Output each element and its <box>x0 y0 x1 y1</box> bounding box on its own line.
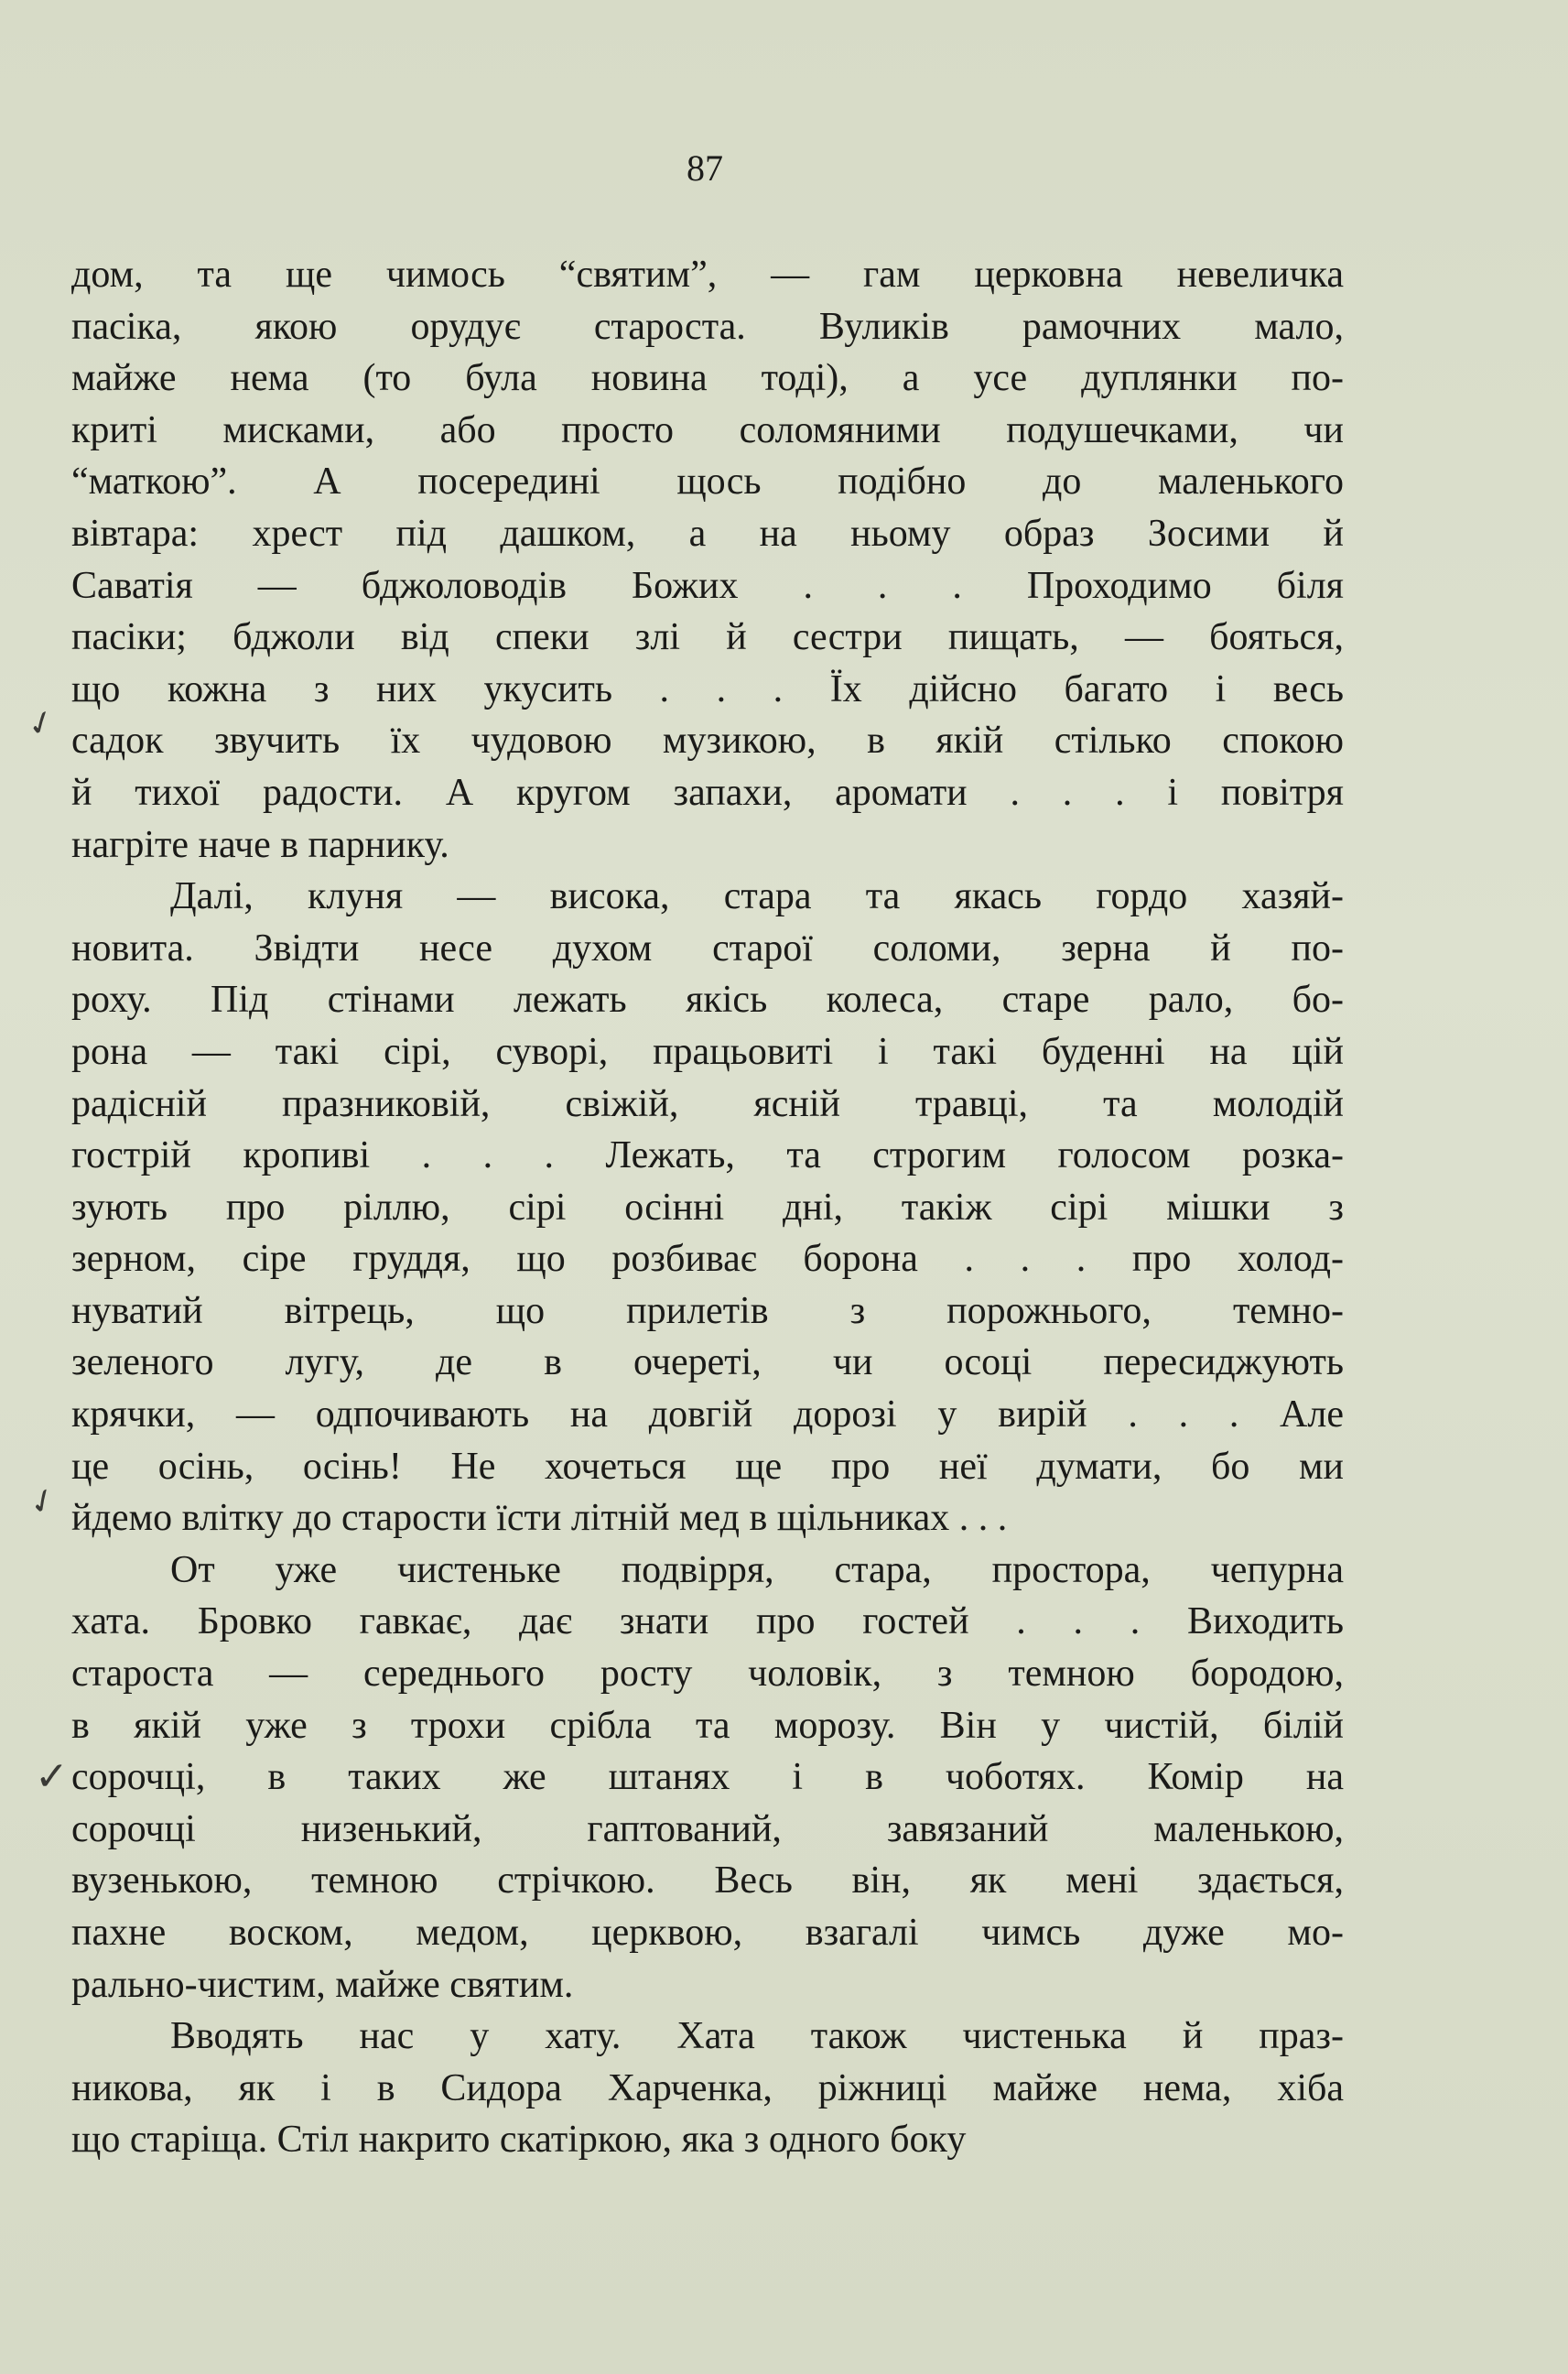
text-line: зерном, сіре груддя, що розбиває борона . . . про холод- <box>71 1238 1344 1281</box>
text-line: сорочці, в таких же штанях і в чоботях. Комір на <box>71 1756 1344 1799</box>
body-text <box>71 249 1344 2166</box>
text-line: новита. Звідти несе духом старої соломи, зерна й по- <box>71 927 1344 970</box>
text-line: садок звучить їх чудовою музикою, в якій стілько спокою <box>71 720 1344 763</box>
text-line: староста — середнього росту чоловік, з темною бородою, <box>71 1653 1344 1696</box>
text-line: нагріте наче в парнику. <box>71 823 449 866</box>
text-line: що старіща. Стіл накрито скатіркою, яка з одного боку <box>71 2119 967 2162</box>
text-line: нуватий вітрець, що прилетів з порожнього, темно- <box>71 1289 1344 1332</box>
margin-check-mark-2: ✓ <box>22 1479 64 1525</box>
text-line: в якій уже з трохи срібла та морозу. Він у чистій, білій <box>71 1704 1344 1747</box>
text-line: Вводять нас у хату. Хата також чистенька й праз- <box>170 2015 1344 2058</box>
text-line: сорочці низенький, гаптований, завязаний маленькою, <box>71 1807 1344 1850</box>
page-number: 87 <box>687 147 723 189</box>
text-line: вузенькою, темною стрічкою. Весь він, як мені здається, <box>71 1859 1344 1902</box>
text-line: йдемо влітку до старости їсти літній мед в щільниках . . . <box>71 1497 1008 1540</box>
text-line: дом, та ще чимось “святим”, — гам церковна невеличка <box>71 254 1344 296</box>
text-line: зеленого лугу, де в очереті, чи осоці пересиджують <box>71 1341 1344 1384</box>
text-line: От уже чистеньке подвірря, стара, простора, чепурна <box>170 1548 1344 1591</box>
text-line: рально-чистим, майже святим. <box>71 1963 574 2006</box>
paragraph <box>71 871 1344 1545</box>
text-line: криті мисками, або просто соломяними подушечками, чи <box>71 408 1344 451</box>
text-line: роху. Під стінами лежать якісь колеса, старе рало, бо- <box>71 979 1344 1022</box>
text-line: це осінь, осінь! Не хочеться ще про неї думати, бо ми <box>71 1445 1344 1488</box>
text-line: Саватія — бджоловодів Божих . . . Проходимо біля <box>71 564 1344 607</box>
text-line: никова, як і в Сидора Харченка, ріжниці майже нема, хіба <box>71 2066 1344 2109</box>
paragraph <box>71 1545 1344 2011</box>
text-line: пасіки; бджоли від спеки злі й сестри пищать, — бояться, <box>71 616 1344 659</box>
text-line: вівтара: хрест під дашком, а на ньому образ Зосими й <box>71 512 1344 555</box>
text-line: радісній празниковій, свіжій, ясній травці, та молодій <box>71 1082 1344 1125</box>
text-line: пахне воском, медом, церквою, взагалі чимсь дуже мо- <box>71 1912 1344 1954</box>
text-line: пасіка, якою орудує староста. Вуликів рамочних мало, <box>71 305 1344 348</box>
text-line: “маткою”. А посередині щось подібно до маленького <box>71 461 1344 504</box>
margin-check-mark-1: ✓ <box>21 701 61 746</box>
text-line: майже нема (то була новина тоді), а усе дуплянки по- <box>71 357 1344 400</box>
text-line: хата. Бровко гавкає, дає знати про гостей . . . Виходить <box>71 1600 1344 1643</box>
text-line: гострій кропиві . . . Лежать, та строгим голосом розка- <box>71 1134 1344 1177</box>
text-line: що кожна з них укусить . . . Їх дійсно багато і весь <box>71 667 1344 710</box>
paragraph <box>71 2011 1344 2166</box>
text-line: зують про ріллю, сірі осінні дні, такіж сірі мішки з <box>71 1186 1344 1229</box>
text-line: рона — такі сірі, суворі, працьовиті і такі буденні на цій <box>71 1030 1344 1073</box>
paragraph <box>71 249 1344 871</box>
text-line: й тихої радости. А кругом запахи, аромати . . . і повітря <box>71 771 1344 814</box>
margin-check-mark-3: ✓ <box>35 1753 69 1800</box>
text-line: Далі, клуня — висока, стара та якась гордо хазяй- <box>170 875 1344 918</box>
text-line: крячки, — одпочивають на довгій дорозі у вирій . . . Але <box>71 1393 1344 1436</box>
